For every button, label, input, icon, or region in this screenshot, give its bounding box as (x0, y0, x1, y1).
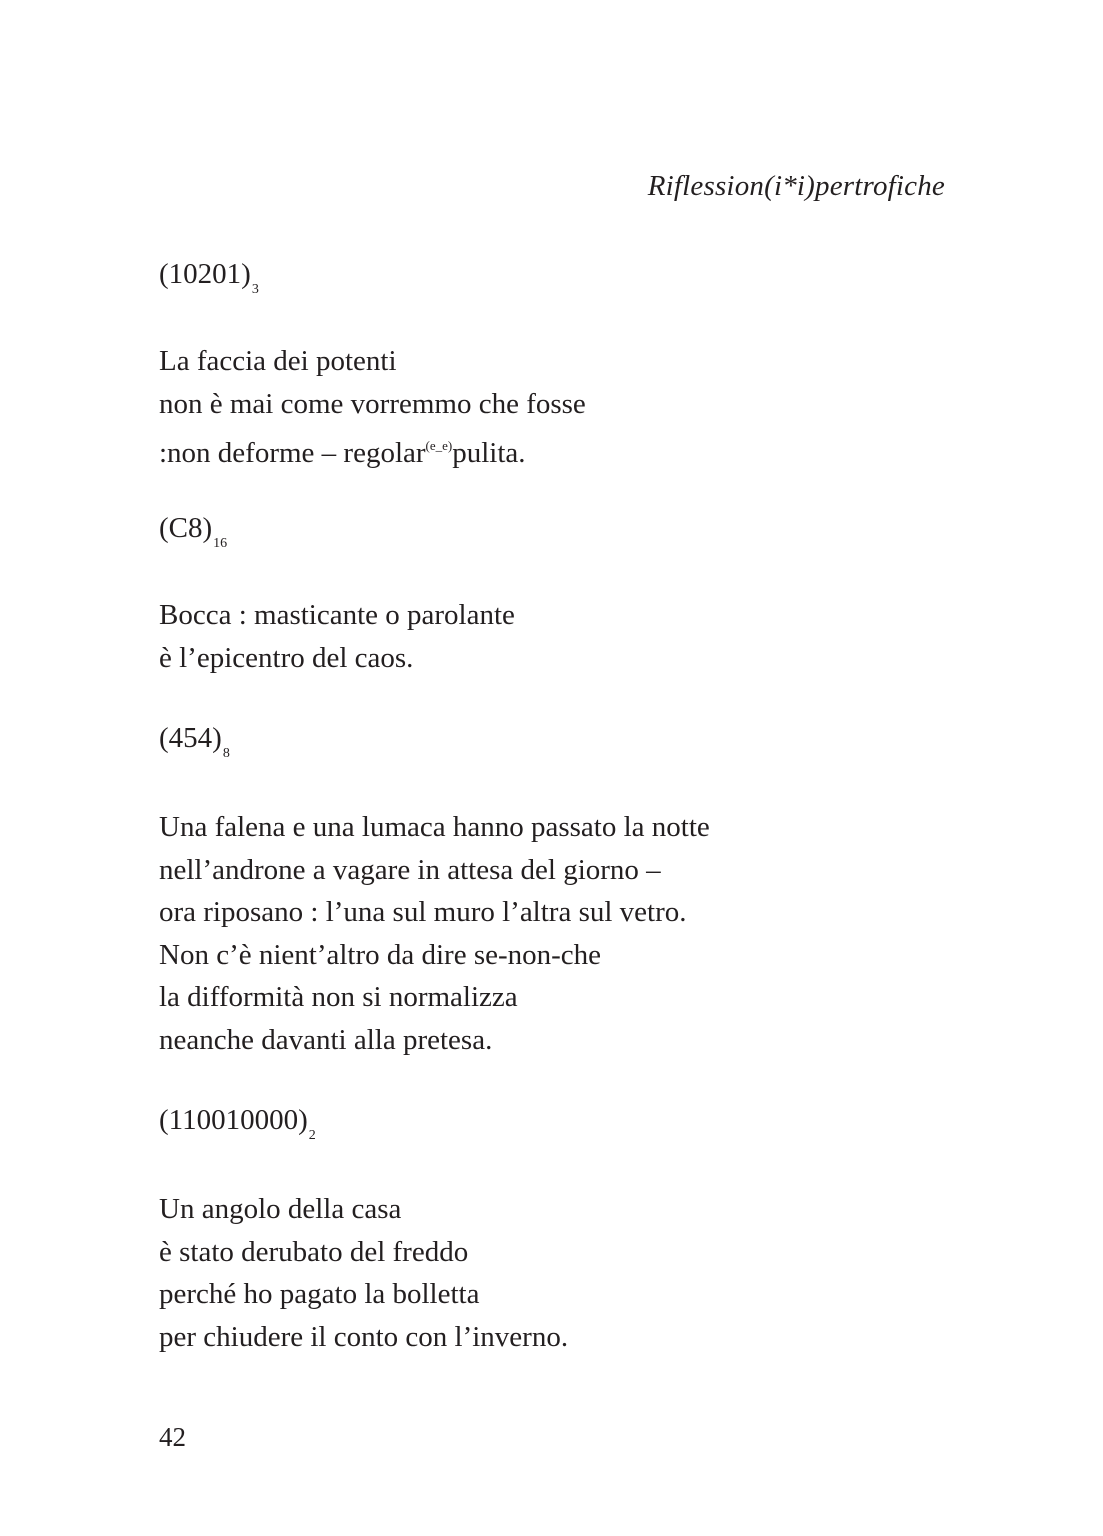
page-number: 42 (159, 1422, 186, 1452)
verse-line: è stato derubato del freddo (159, 1235, 469, 1268)
stanza (159, 1188, 568, 1358)
verse-line: La faccia dei potenti (159, 345, 397, 377)
verse-line: è l’epicentro del caos. (159, 641, 414, 674)
verse-line: non è mai come vorremmo che fosse (159, 387, 586, 420)
verse-line: Non c’è nient’altro da dire se-non-che (159, 938, 602, 971)
heading-base: 3 (251, 282, 259, 297)
section-heading (159, 258, 259, 298)
verse-fragment: :non deforme – regolar (159, 437, 426, 469)
heading-number: (454) (159, 722, 222, 754)
verse-line: perché ho pagato la bolletta (159, 1278, 480, 1310)
running-title: Riflession(i*i)pertrofiche (647, 170, 945, 202)
verse-line: la difformità non si normalizza (159, 981, 518, 1013)
verse-superscript: (e_e) (425, 438, 453, 453)
verse-line: Una falena e una lumaca hanno passato la notte (159, 811, 710, 843)
heading-base: 2 (308, 1128, 316, 1143)
verse-line: ora riposano : l’una sul muro l’altra sul vetro. (159, 896, 687, 928)
heading-number: (10201) (159, 258, 251, 290)
verse-line: neanche davanti alla pretesa. (159, 1023, 493, 1056)
verse-line: per chiudere il conto con l’inverno. (159, 1320, 569, 1353)
heading-number: (110010000) (159, 1104, 308, 1136)
heading-number: (C8) (159, 512, 213, 544)
heading-base: 8 (222, 746, 230, 761)
stanza (159, 340, 586, 475)
verse-line: Un angolo della casa (159, 1193, 402, 1225)
stanza (159, 806, 710, 1061)
stanza (159, 594, 515, 679)
verse-line: Bocca : masticante o parolante (159, 599, 515, 631)
section-heading (159, 1104, 316, 1144)
heading-base: 16 (213, 536, 228, 551)
section-heading (159, 722, 230, 762)
verse-line: nell’androne a vagare in attesa del giorno – (159, 853, 661, 886)
verse-fragment: pulita. (452, 437, 526, 469)
section-heading (159, 512, 227, 552)
verse-line (159, 425, 586, 475)
